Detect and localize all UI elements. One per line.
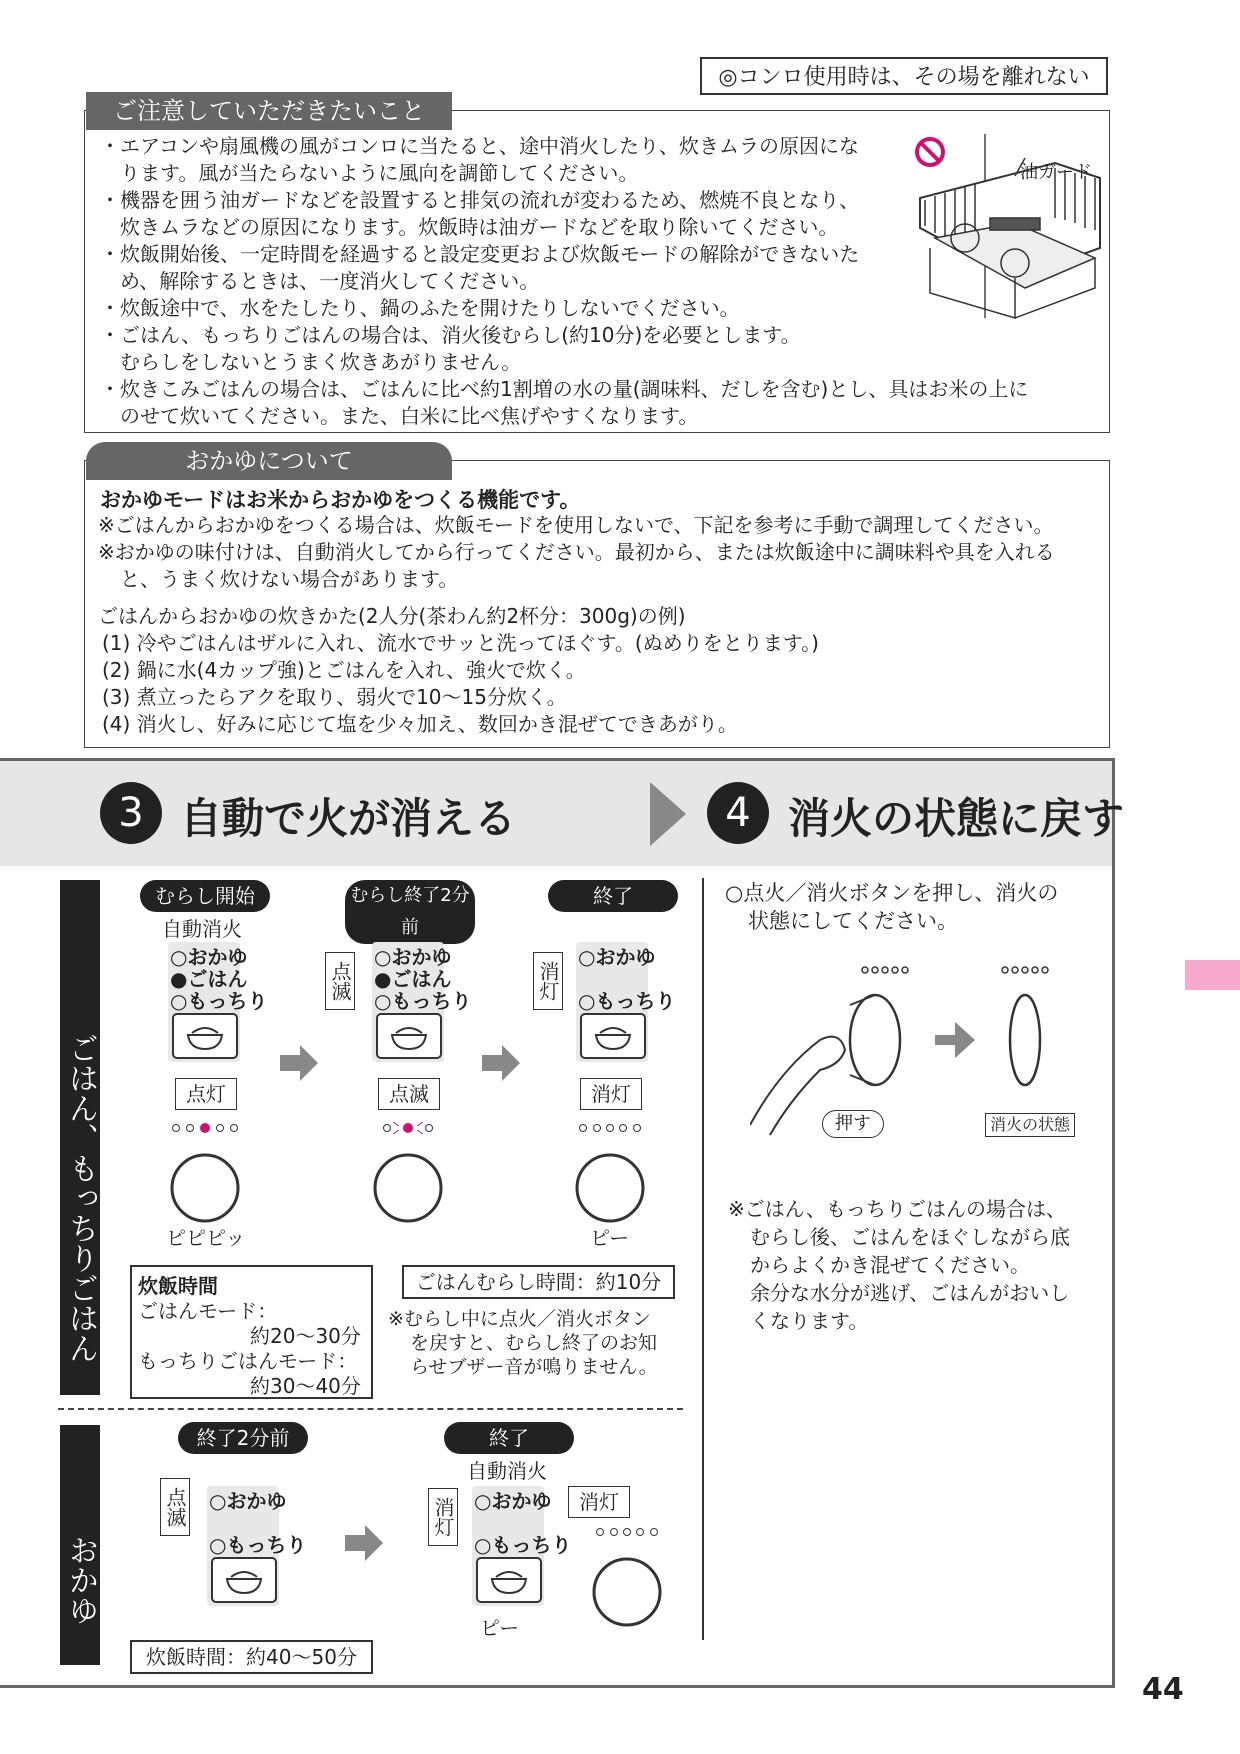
recipe-step: (3) 煮立ったらアクを取り、弱火で10〜15分炊く。 xyxy=(102,685,567,709)
step4-title: 消火の状態に戻す xyxy=(788,794,1125,843)
rice-bowl-button[interactable] xyxy=(172,1013,238,1059)
cook-time-line: 約30〜40分 xyxy=(250,1374,361,1398)
okayu-lead: おかゆモードはお米からおかゆをつくる機能です。 xyxy=(100,488,581,512)
off-state-label: 消火の状態 xyxy=(985,1113,1075,1137)
caution-item: ・炊飯開始後、一定時間を経過すると設定変更および炊飯モードの解除ができないた xyxy=(100,242,860,266)
step3-title: 自動で火が消える xyxy=(180,794,517,843)
cook-time-title: 炊飯時間 xyxy=(138,1274,218,1298)
rice-bowl-icon xyxy=(478,1559,540,1601)
okayu-note: と、うまく炊けない場合があります。 xyxy=(120,567,459,591)
beep-text: ピー xyxy=(480,1616,520,1640)
steam-time-box: ごはんむらし時間：約10分 xyxy=(402,1265,675,1299)
stage-pill: むらし終了2分前 xyxy=(345,880,475,944)
burner-knob-off[interactable] xyxy=(565,1118,655,1228)
step4-note: 余分な水分が逃げ、ごはんがおいし xyxy=(750,1281,1070,1305)
recipe-title: ごはんからおかゆの炊きかた(2人分(茶わん約2杯分：300g)の例) xyxy=(98,604,686,628)
step4-note: くなります。 xyxy=(750,1309,869,1333)
push-label: 押す xyxy=(822,1110,884,1138)
arrow-right-icon xyxy=(345,1525,385,1561)
step3-number: 3 xyxy=(100,782,162,844)
caution-item: ・ごはん、もっちりごはんの場合は、消火後むらし(約10分)を必要とします。 xyxy=(100,323,801,347)
lamp-state-label: 消灯 xyxy=(580,1078,642,1110)
rice-bowl-icon xyxy=(174,1015,236,1057)
mode-okayu: ○おかゆ xyxy=(578,945,656,969)
mode-mocchiri: ○もっちり xyxy=(209,1533,307,1557)
mode-mocchiri: ○もっちり xyxy=(474,1533,572,1557)
rice-bowl-button[interactable] xyxy=(211,1557,277,1603)
stage-pill: 終了 xyxy=(548,880,678,912)
cook-time-line: もっちりごはんモード： xyxy=(138,1349,358,1373)
cook-time-line: ごはんモード： xyxy=(138,1299,278,1323)
mode-okayu: ○おかゆ xyxy=(209,1489,287,1513)
burner-knob-off[interactable] xyxy=(582,1522,672,1632)
stage-pill: むらし開始 xyxy=(140,880,270,912)
caution-item: むらしをしないとうまく炊きあがりません。 xyxy=(120,350,522,374)
rice-bowl-icon xyxy=(378,1015,440,1057)
gohan-side-label: ごはん、もっちりごはん xyxy=(60,880,100,1395)
arrow-right-icon xyxy=(280,1045,320,1081)
okayu-note: ※おかゆの味付けは、自動消火してから行ってください。最初から、または炊飯途中に調味料や具を入れる xyxy=(98,540,1055,564)
section-separator xyxy=(58,1408,683,1410)
off-label: 消灯 xyxy=(533,952,563,1010)
arrow-right-icon xyxy=(482,1045,522,1081)
blink-label: 点滅 xyxy=(325,952,355,1010)
stage-pill: 終了 xyxy=(444,1422,574,1454)
section-index-tab xyxy=(1185,960,1240,990)
stage-pill: 終了2分前 xyxy=(178,1422,308,1454)
caution-item: ・炊飯途中で、水をたしたり、鍋のふたを開けたりしないでください。 xyxy=(100,296,740,320)
step4-note: むらし後、ごはんをほぐしながら底 xyxy=(750,1225,1070,1249)
chevron-right-icon xyxy=(650,782,690,846)
auto-off-label: 自動消火 xyxy=(162,917,242,941)
beep-text: ピピピッ xyxy=(166,1226,246,1250)
oil-guard-label: 油ガード xyxy=(1020,162,1092,183)
steam-note: ※むらし中に点火／消火ボタン xyxy=(388,1308,651,1330)
caution-item: ります。風が当たらないように風向を調節してください。 xyxy=(120,161,639,185)
mode-gohan: ●ごはん xyxy=(170,967,248,991)
step-divider xyxy=(702,878,704,1640)
mode-mocchiri: ○もっちり xyxy=(170,989,268,1013)
caution-item: 炊きムラなどの原因になります。炊飯時は油ガードなどを取り除いてください。 xyxy=(120,215,839,239)
step4-note: からよくかき混ぜてください。 xyxy=(750,1253,1030,1277)
rice-bowl-button[interactable] xyxy=(376,1013,442,1059)
beep-text: ピー xyxy=(590,1226,630,1250)
mode-mocchiri: ○もっちり xyxy=(578,989,676,1013)
caution-item: ・エアコンや扇風機の風がコンロに当たると、途中消火したり、炊きムラの原因にな xyxy=(100,134,859,158)
mode-okayu: ○おかゆ xyxy=(474,1489,552,1513)
lamp-state-label: 点滅 xyxy=(378,1078,440,1110)
rice-bowl-icon xyxy=(582,1015,644,1057)
mode-list xyxy=(170,946,267,1012)
mode-okayu: ○おかゆ xyxy=(374,945,452,969)
caution-item: のせて炊いてください。また、白米に比べ焦げやすくなります。 xyxy=(120,404,699,428)
mode-gohan: ●ごはん xyxy=(374,967,452,991)
lamp-state-label: 消灯 xyxy=(568,1486,630,1518)
mode-mocchiri: ○もっちり xyxy=(374,989,472,1013)
steam-note: らせブザー音が鳴りません。 xyxy=(410,1356,658,1378)
mode-list xyxy=(578,946,675,1012)
step4-instruction: ○点火／消火ボタンを押し、消火の xyxy=(725,881,1059,905)
warning-banner: ◎コンロ使用時は、その場を離れない xyxy=(700,57,1108,95)
lamp-state-label: 点灯 xyxy=(175,1078,237,1110)
recipe-step: (1) 冷やごはんはザルに入れ、流水でサッと洗ってほぐす。(ぬめりをとります。) xyxy=(102,631,819,655)
okayu-note: ※ごはんからおかゆをつくる場合は、炊飯モードを使用しないで、下記を参考に手動で調理してください。 xyxy=(98,513,1054,537)
caution-item: ・機器を囲う油ガードなどを設置すると排気の流れが変わるため、燃焼不良となり、 xyxy=(100,188,860,212)
mode-list xyxy=(209,1490,306,1556)
mode-okayu: ○おかゆ xyxy=(170,945,248,969)
mode-list xyxy=(374,946,471,1012)
step4-instruction: 状態にしてください。 xyxy=(748,909,958,933)
step4-note: ※ごはん、もっちりごはんの場合は、 xyxy=(728,1197,1066,1221)
page-number: 44 xyxy=(1142,1672,1184,1707)
rice-bowl-icon xyxy=(213,1559,275,1601)
caution-title: ご注意していただきたいこと xyxy=(86,92,452,130)
mode-list xyxy=(474,1490,571,1556)
caution-item: ・炊きこみごはんの場合は、ごはんに比べ約1割増の水の量(調味料、だしを含む)とし、具はお米の上に xyxy=(100,377,1029,401)
blink-label: 点滅 xyxy=(160,1478,190,1536)
step4-number: 4 xyxy=(707,782,769,844)
okayu-side-label: おかゆ xyxy=(60,1425,100,1665)
off-label: 消灯 xyxy=(428,1488,458,1546)
burner-knob-blink[interactable] xyxy=(363,1118,453,1228)
recipe-step: (4) 消火し、好みに応じて塩を少々加え、数回かき混ぜてできあがり。 xyxy=(102,712,738,736)
okayu-cook-time-box: 炊飯時間：約40〜50分 xyxy=(130,1640,373,1674)
rice-bowl-button[interactable] xyxy=(580,1013,646,1059)
auto-off-label: 自動消火 xyxy=(467,1459,547,1483)
rice-bowl-button[interactable] xyxy=(476,1557,542,1603)
steam-note: を戻すと、むらし終了のお知 xyxy=(410,1332,658,1354)
caution-item: め、解除するときは、一度消火してください。 xyxy=(120,269,540,293)
okayu-title: おかゆについて xyxy=(86,442,452,480)
recipe-step: (2) 鍋に水(4カップ強)とごはんを入れ、強火で炊く。 xyxy=(102,658,586,682)
cook-time-line: 約20〜30分 xyxy=(250,1324,361,1348)
burner-knob-lit[interactable] xyxy=(160,1118,250,1228)
